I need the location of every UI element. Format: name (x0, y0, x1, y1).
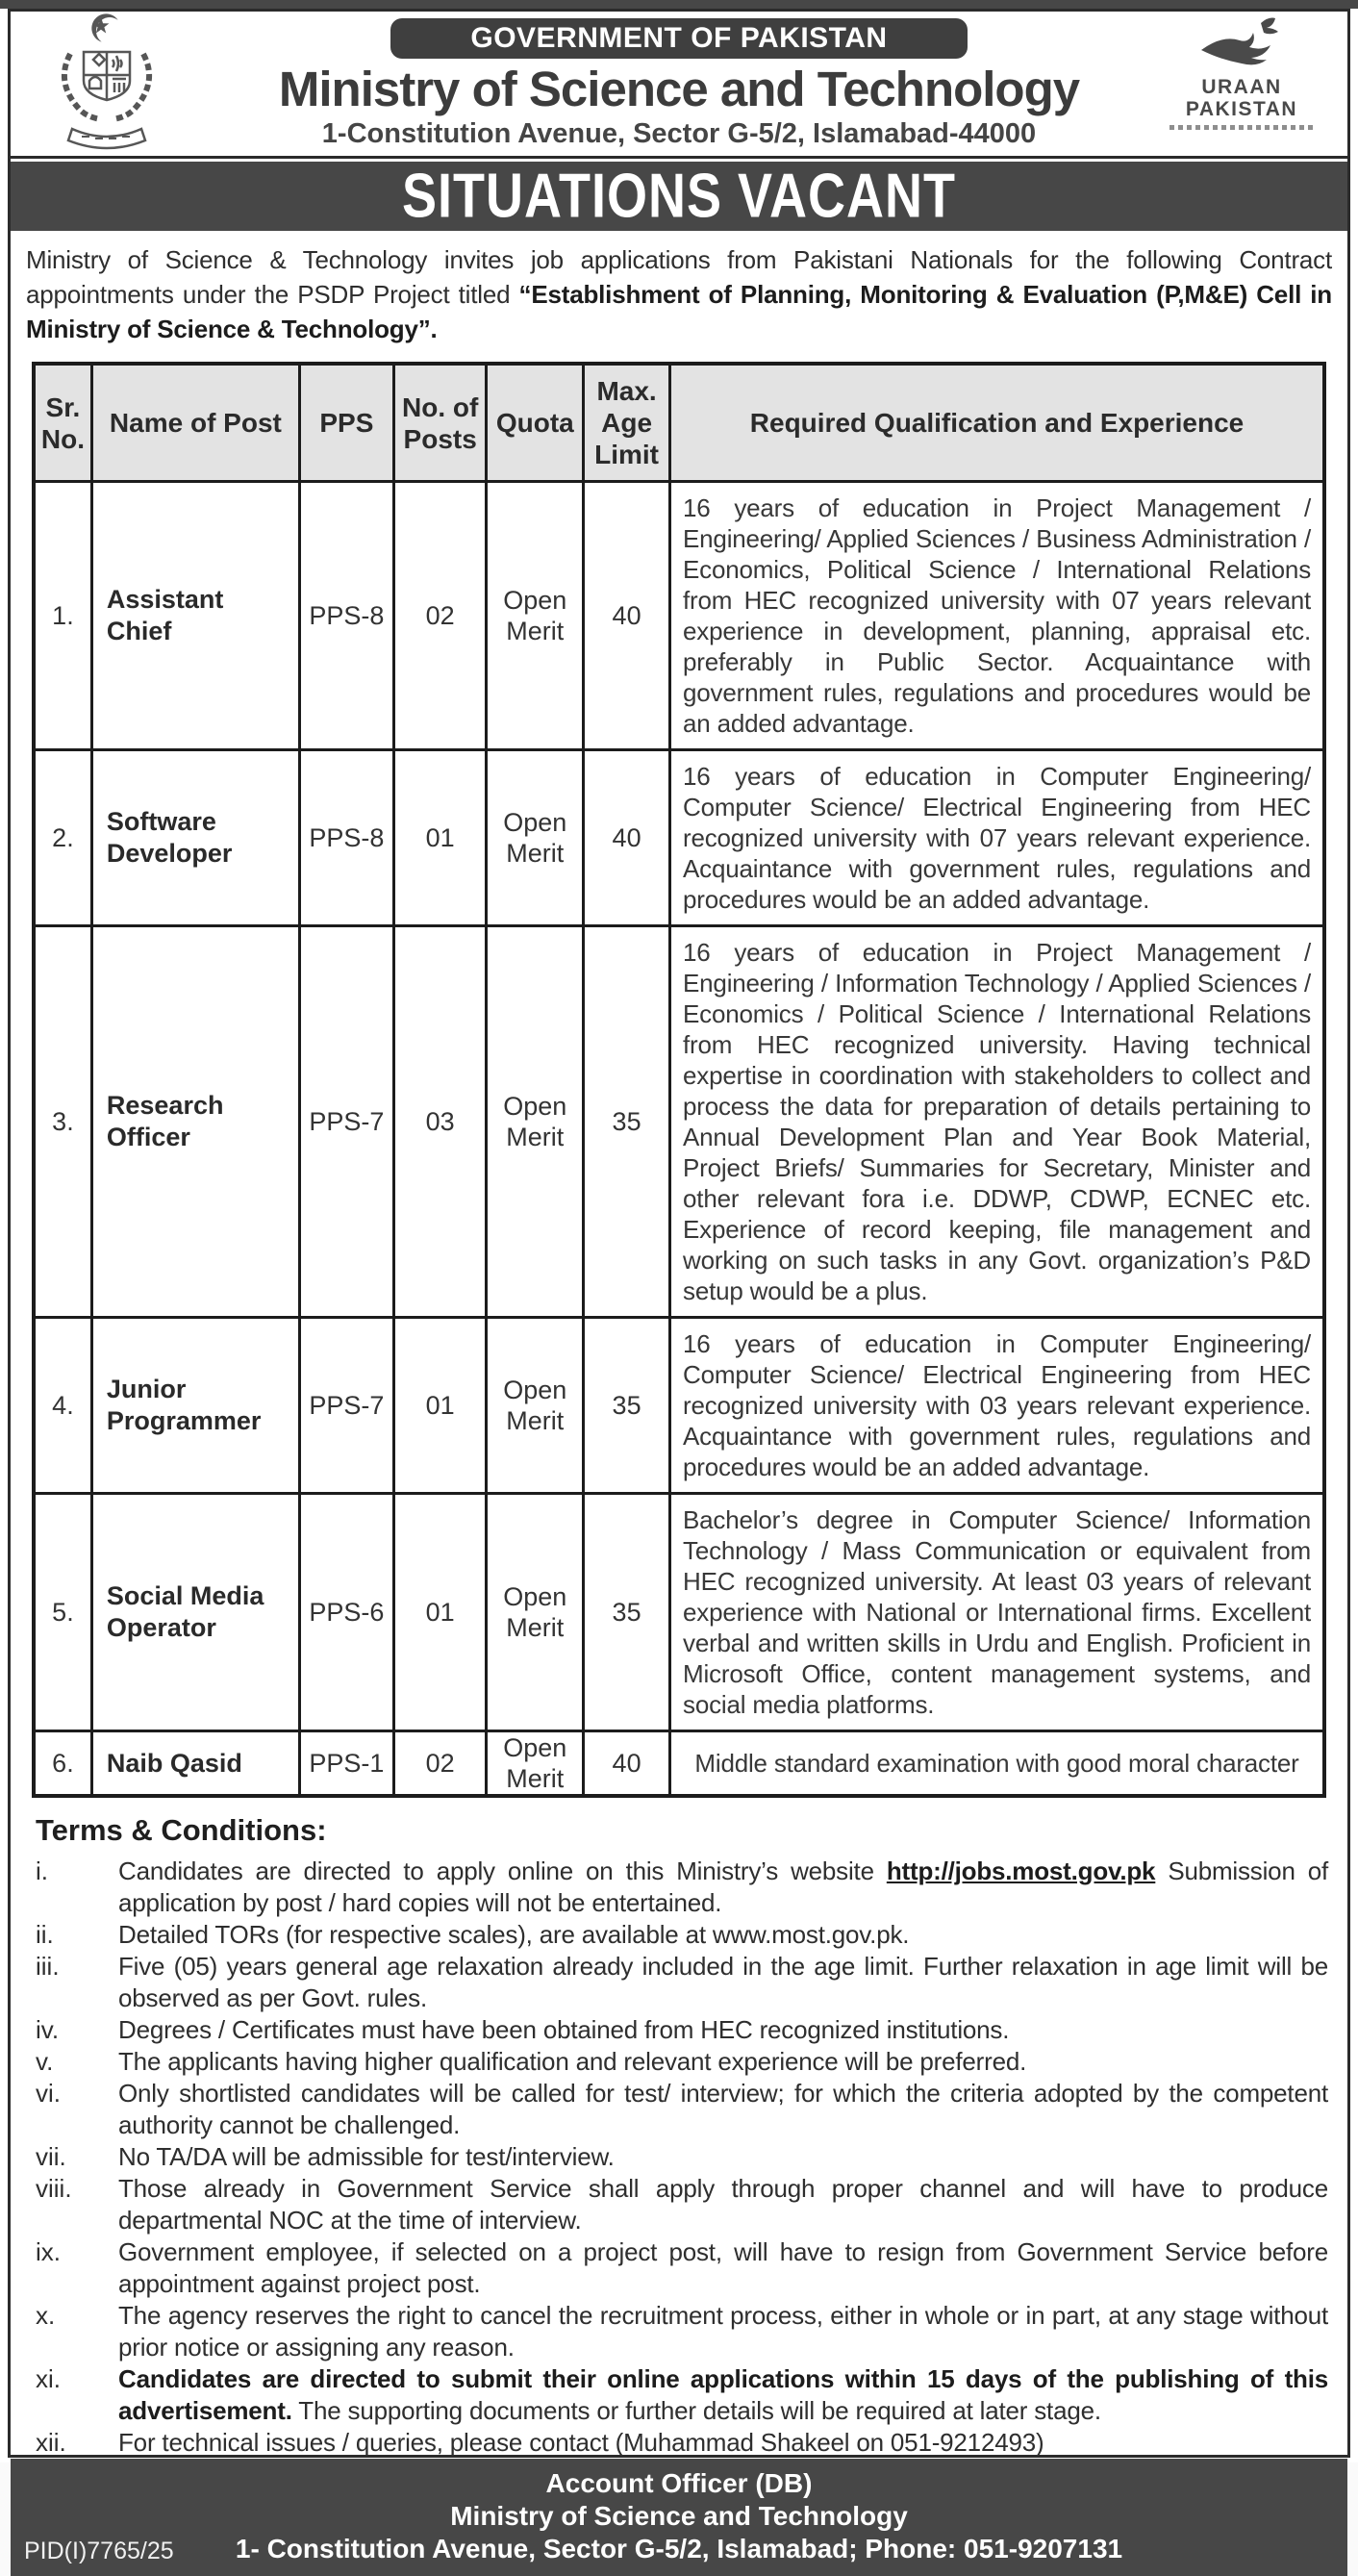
term-text (118, 2300, 1328, 2363)
table-row (34, 1318, 1324, 1494)
table-row (34, 1731, 1324, 1797)
cell-quota: Open Merit (487, 1494, 584, 1731)
term-item (36, 2427, 1328, 2459)
term-item (36, 2014, 1328, 2046)
term-text (118, 2141, 1328, 2173)
column-header: Name of Post (91, 364, 299, 482)
cell-qual: Bachelor’s degree in Computer Science/ Information Technology / Mass Communication or equivalent from HEC recognized university. At least 03 years of relevant experience with National or International firms. Excellent verbal and written skills in Urdu and English. Proficient in Microsoft Office, content management systems, and social media platforms. (670, 1494, 1324, 1731)
cell-post: Naib Qasid (91, 1731, 299, 1797)
cell-pps: PPS-8 (299, 482, 393, 750)
term-number: vii. (36, 2142, 66, 2171)
footer-lines (11, 2467, 1347, 2565)
cell-pps: PPS-8 (299, 750, 393, 926)
situations-vacant-title: SITUATIONS VACANT (402, 162, 956, 231)
column-header: PPS (299, 364, 393, 482)
uraan-logo-line2: PAKISTAN (1185, 98, 1298, 120)
cell-qual: Middle standard examination with good moral character (670, 1731, 1324, 1797)
term-item (36, 2046, 1328, 2078)
cell-quota: Open Merit (487, 1318, 584, 1494)
term-text-part: For technical issues / queries, please contact (Muhammad Shakeel on 051-9212493) (118, 2428, 1044, 2457)
footer-line: Ministry of Science and Technology (450, 2501, 908, 2531)
term-text-part: The applicants having higher qualification and relevant experience will be preferred. (118, 2047, 1027, 2076)
cell-qual: 16 years of education in Computer Engineering/ Computer Science/ Electrical Engineering from HEC recognized university with 07 years relevant experience. Acquaintance with government rules, regulations and procedures would be an added advantage. (670, 750, 1324, 926)
term-text-part: Candidates are directed to submit their online applications within 15 days of the publishing of this advertisement. (118, 2364, 1328, 2425)
term-text (118, 2046, 1328, 2078)
vacancy-table-wrap (32, 362, 1326, 1798)
term-number: x. (36, 2301, 56, 2330)
cell-age: 35 (584, 1494, 670, 1731)
cell-qual: 16 years of education in Project Management / Engineering / Information Technology / Applied Sciences / Economics / Political Science / International Relations from HEC recognized university. Having technical expertise in coordination with stakeholders to collect and process the data for preparation of details pertaining to Annual Development Plan and Year Book Material, Project Briefs/ Summaries for Secretary, Minister and other relevant fora i.e. DDWP, CDWP, ECNEC etc. Experience of record keeping, file management and working on such tasks in any Govt. organization’s P&D setup would be a plus. (670, 926, 1324, 1318)
term-item (36, 2173, 1328, 2236)
intro-text-part: “Establishment of Planning, Monitoring & Evaluation (P,M&E) Cell in Ministry of Science & Technology”. (26, 280, 1332, 343)
cell-age: 40 (584, 482, 670, 750)
footer-band (11, 2459, 1347, 2576)
cell-posts: 01 (393, 750, 487, 926)
cell-sr: 2. (34, 750, 91, 926)
table-row (34, 482, 1324, 750)
term-text-part: Submission of application by post / hard copies will not be entertained. (118, 1856, 1328, 1917)
term-text-part: Five (05) years general age relaxation already included in the age limit. Further relaxation in age limit will be observed as per Govt. rules. (118, 1952, 1328, 2012)
vacancy-table (32, 362, 1326, 1798)
table-row (34, 750, 1324, 926)
term-text (118, 2014, 1328, 2046)
footer-line: Account Officer (DB) (545, 2468, 813, 2498)
uraan-tagline-script (1169, 125, 1314, 130)
term-text (118, 1951, 1328, 2014)
term-number: iv. (36, 2015, 60, 2044)
term-text (118, 2236, 1328, 2300)
cell-quota: Open Merit (487, 482, 584, 750)
cell-posts: 02 (393, 1731, 487, 1797)
cell-post: Research Officer (91, 926, 299, 1318)
pid-number: PID(I)7765/25 (24, 2538, 174, 2564)
cell-quota: Open Merit (487, 750, 584, 926)
term-text (118, 2173, 1328, 2236)
cell-age: 35 (584, 926, 670, 1318)
footer-line: 1- Constitution Avenue, Sector G-5/2, Islamabad; Phone: 051-9207131 (235, 2534, 1123, 2563)
terms-heading: Terms & Conditions: (36, 1813, 327, 1847)
ministry-title: Ministry of Science and Technology (278, 62, 1080, 116)
term-item (36, 1951, 1328, 2014)
cell-post: Software Developer (91, 750, 299, 926)
cell-qual: 16 years of education in Computer Engineering/ Computer Science/ Electrical Engineering from HEC recognized university with 03 years relevant experience. Acquaintance with government rules, regulations and procedures would be an added advantage. (670, 1318, 1324, 1494)
cell-posts: 01 (393, 1494, 487, 1731)
top-edge-strip (0, 0, 1358, 9)
term-number: i. (36, 1856, 48, 1885)
term-text-part: Detailed TORs (for respective scales), are available at www.most.gov.pk. (118, 1920, 910, 1949)
term-item (36, 1856, 1328, 1919)
header (11, 12, 1347, 159)
cell-post: Junior Programmer (91, 1318, 299, 1494)
cell-posts: 03 (393, 926, 487, 1318)
term-number: iii. (36, 1952, 60, 1981)
intro-paragraph (11, 231, 1347, 350)
term-text (118, 2078, 1328, 2141)
cell-post: Assistant Chief (91, 482, 299, 750)
intro-text-part: Ministry of Science & Technology invites job applications from Pakistani Nationals for the following Contract appointments under the PSDP Project titled (26, 245, 1332, 309)
term-text-part: Only shortlisted candidates will be called for test/ interview; for which the criteria adopted by the competent authority cannot be challenged. (118, 2079, 1328, 2139)
term-number: v. (36, 2047, 54, 2076)
cell-age: 40 (584, 1731, 670, 1797)
term-text-part: Degrees / Certificates must have been obtained from HEC recognized institutions. (118, 2015, 1010, 2044)
term-text (118, 1919, 1328, 1951)
table-row (34, 926, 1324, 1318)
cell-quota: Open Merit (487, 1731, 584, 1797)
cell-sr: 5. (34, 1494, 91, 1731)
term-number: viii. (36, 2174, 72, 2203)
cell-pps: PPS-1 (299, 1731, 393, 1797)
term-text-part: Government employee, if selected on a project post, will have to resign from Government Service before appointment against project post. (118, 2237, 1328, 2298)
term-number: xi. (36, 2364, 61, 2393)
vacancy-table-body (34, 482, 1324, 1797)
column-header: Quota (487, 364, 584, 482)
cell-sr: 1. (34, 482, 91, 750)
term-item (36, 2363, 1328, 2427)
term-item (36, 1919, 1328, 1951)
uraan-pakistan-logo (1155, 15, 1328, 130)
cell-sr: 3. (34, 926, 91, 1318)
term-text-part: Candidates are directed to apply online on this Ministry’s website (118, 1856, 887, 1885)
ministry-address: 1-Constitution Avenue, Sector G-5/2, Islamabad-44000 (321, 118, 1037, 149)
term-text-part: No TA/DA will be admissible for test/interview. (118, 2142, 615, 2171)
cell-quota: Open Merit (487, 926, 584, 1318)
cell-pps: PPS-7 (299, 926, 393, 1318)
term-item (36, 2078, 1328, 2141)
situations-vacant-band (11, 162, 1347, 231)
link-url[interactable]: http://jobs.most.gov.pk (886, 1856, 1156, 1885)
term-item (36, 2300, 1328, 2363)
cell-post: Social Media Operator (91, 1494, 299, 1731)
column-header: No. of Posts (393, 364, 487, 482)
cell-age: 40 (584, 750, 670, 926)
table-row (34, 1494, 1324, 1731)
uraan-bird-icon (1195, 15, 1288, 71)
term-item (36, 2141, 1328, 2173)
term-text-part: The agency reserves the right to cancel the recruitment process, either in whole or in part, at any stage without prior notice or assigning any reason. (118, 2301, 1328, 2361)
government-banner: GOVERNMENT OF PAKISTAN (390, 18, 968, 59)
term-text (118, 1856, 1328, 1919)
cell-pps: PPS-7 (299, 1318, 393, 1494)
cell-posts: 02 (393, 482, 487, 750)
cell-sr: 4. (34, 1318, 91, 1494)
cell-qual: 16 years of education in Project Management / Engineering/ Applied Sciences / Business Administration / Economics, Political Science / International Relations from HEC recognized university with 07 years relevant experience in development, planning, appraisal etc. preferably in Public Sector. Acquaintance with government rules, regulations and procedures would be an added advantage. (670, 482, 1324, 750)
cell-pps: PPS-6 (299, 1494, 393, 1731)
cell-sr: 6. (34, 1731, 91, 1797)
pakistan-emblem-icon (43, 15, 170, 156)
vacancy-table-head-row (34, 364, 1324, 482)
term-item (36, 2236, 1328, 2300)
term-text-part: The supporting documents or further details will be required at later stage. (291, 2396, 1101, 2425)
terms-list (36, 1856, 1328, 2459)
term-text (118, 2427, 1328, 2459)
ad-frame (8, 9, 1350, 2564)
column-header: Max. Age Limit (584, 364, 670, 482)
term-number: vi. (36, 2079, 61, 2108)
column-header: Required Qualification and Experience (670, 364, 1324, 482)
cell-posts: 01 (393, 1318, 487, 1494)
term-number: ii. (36, 1920, 54, 1949)
term-number: xii. (36, 2428, 66, 2457)
term-number: ix. (36, 2237, 61, 2266)
uraan-logo-line1: URAAN (1201, 76, 1282, 98)
terms-section (11, 1798, 1347, 2459)
column-header: Sr. No. (34, 364, 91, 482)
term-text (118, 2363, 1328, 2427)
term-text-part: Those already in Government Service shall apply through proper channel and will have to produce departmental NOC at the time of interview. (118, 2174, 1328, 2235)
cell-age: 35 (584, 1318, 670, 1494)
